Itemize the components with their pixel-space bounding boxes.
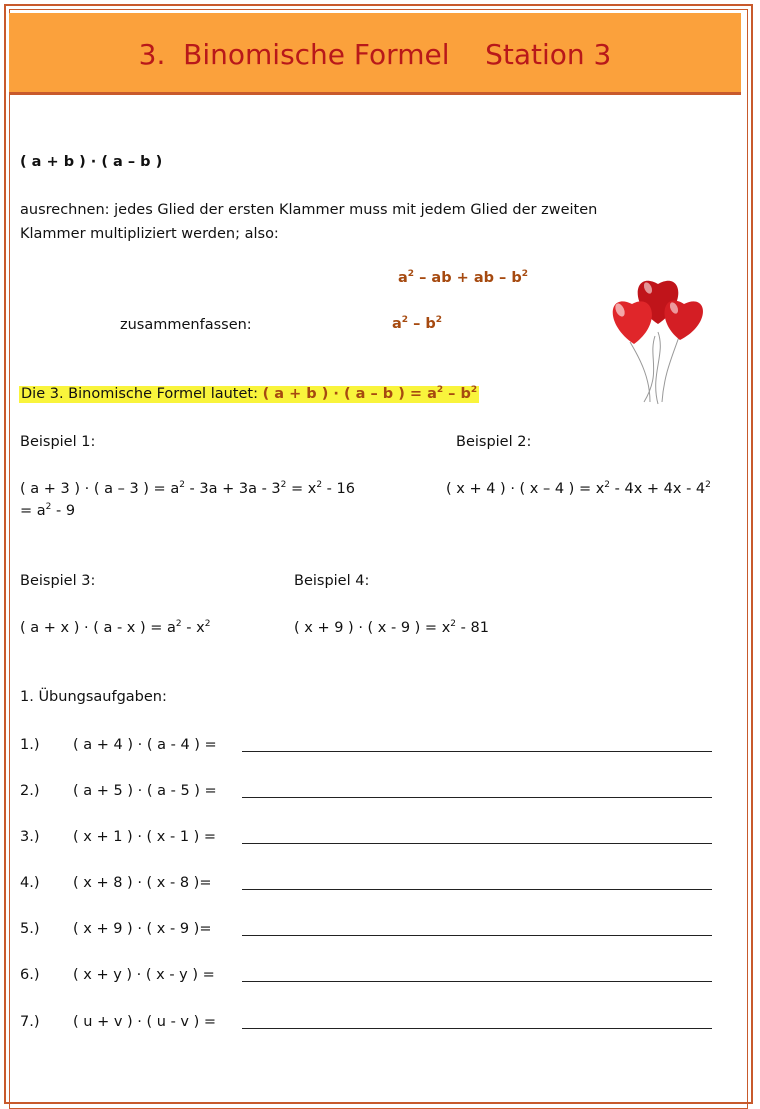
exercise-number: 6.) bbox=[20, 967, 40, 983]
exercises-title: 1. Übungsaufgaben: bbox=[20, 689, 167, 705]
answer-line[interactable] bbox=[242, 935, 712, 936]
expansion-result: $a^2$ – ab + ab – $b^2$ bbox=[398, 269, 528, 286]
explanation-line-1: ausrechnen: jedes Glied der ersten Klammer muss mit jedem Glied der zweiten bbox=[20, 202, 598, 218]
exercise-number: 1.) bbox=[20, 737, 40, 753]
example-3-expression: ( a + x ) · ( a - x ) = $a^2 - x^2$ bbox=[20, 619, 211, 636]
exercise-expression: ( x + 9 ) · ( x - 9 )= bbox=[73, 921, 212, 937]
example-2-expression: ( x + 4 ) · ( x – 4 ) = $x^2 - 4x + 4x - 4^2$ bbox=[446, 480, 711, 497]
answer-line[interactable] bbox=[242, 889, 712, 890]
exercise-number: 2.) bbox=[20, 783, 40, 799]
explanation-line-2: Klammer multipliziert werden; also: bbox=[20, 226, 279, 242]
example-2-label: Beispiel 2: bbox=[456, 434, 532, 450]
exercise-number: 7.) bbox=[20, 1014, 40, 1030]
heart-balloons-icon bbox=[600, 262, 716, 407]
answer-line[interactable] bbox=[242, 981, 712, 982]
formula-statement: Die 3. Binomische Formel lautet: ( a + b ) · ( a – b ) = $a^2 - b^2$ bbox=[21, 385, 478, 402]
answer-line[interactable] bbox=[242, 1028, 712, 1029]
answer-line[interactable] bbox=[242, 843, 712, 844]
example-1-label: Beispiel 1: bbox=[20, 434, 96, 450]
exercise-expression: ( x + y ) · ( x - y ) = bbox=[73, 967, 215, 983]
answer-line[interactable] bbox=[242, 797, 712, 798]
exercise-number: 5.) bbox=[20, 921, 40, 937]
exercise-expression: ( a + 5 ) · ( a - 5 ) = bbox=[73, 783, 217, 799]
example-4-expression: ( x + 9 ) · ( x - 9 ) = $x^2 - 81$ bbox=[294, 619, 489, 636]
answer-line[interactable] bbox=[242, 751, 712, 752]
example-3-label: Beispiel 3: bbox=[20, 573, 96, 589]
header-banner bbox=[9, 13, 741, 95]
exercise-expression: ( x + 1 ) · ( x - 1 ) = bbox=[73, 829, 217, 845]
combine-label: zusammenfassen: bbox=[120, 317, 252, 333]
exercise-expression: ( a + 4 ) · ( a - 4 ) = bbox=[73, 737, 217, 753]
example-4-label: Beispiel 4: bbox=[294, 573, 370, 589]
combine-result: $a^2 - b^2$ bbox=[392, 315, 443, 332]
example-1-expression: ( a + 3 ) · ( a – 3 ) = $a^2 - 3a + 3a - 3^2 = x^2 - 16$ bbox=[20, 480, 355, 497]
example-1-continuation: = $a^2 - 9$ bbox=[20, 502, 76, 519]
exercise-number: 4.) bbox=[20, 875, 40, 891]
exercise-expression: ( x + 8 ) · ( x - 8 )= bbox=[73, 875, 212, 891]
exercise-number: 3.) bbox=[20, 829, 40, 845]
exercise-expression: ( u + v ) · ( u - v ) = bbox=[73, 1014, 217, 1030]
intro-expression: ( a + b ) · ( a – b ) bbox=[20, 154, 163, 170]
page-title: 3. Binomische Formel Station 3 bbox=[138, 38, 612, 71]
page-border-inner bbox=[9, 9, 748, 1109]
